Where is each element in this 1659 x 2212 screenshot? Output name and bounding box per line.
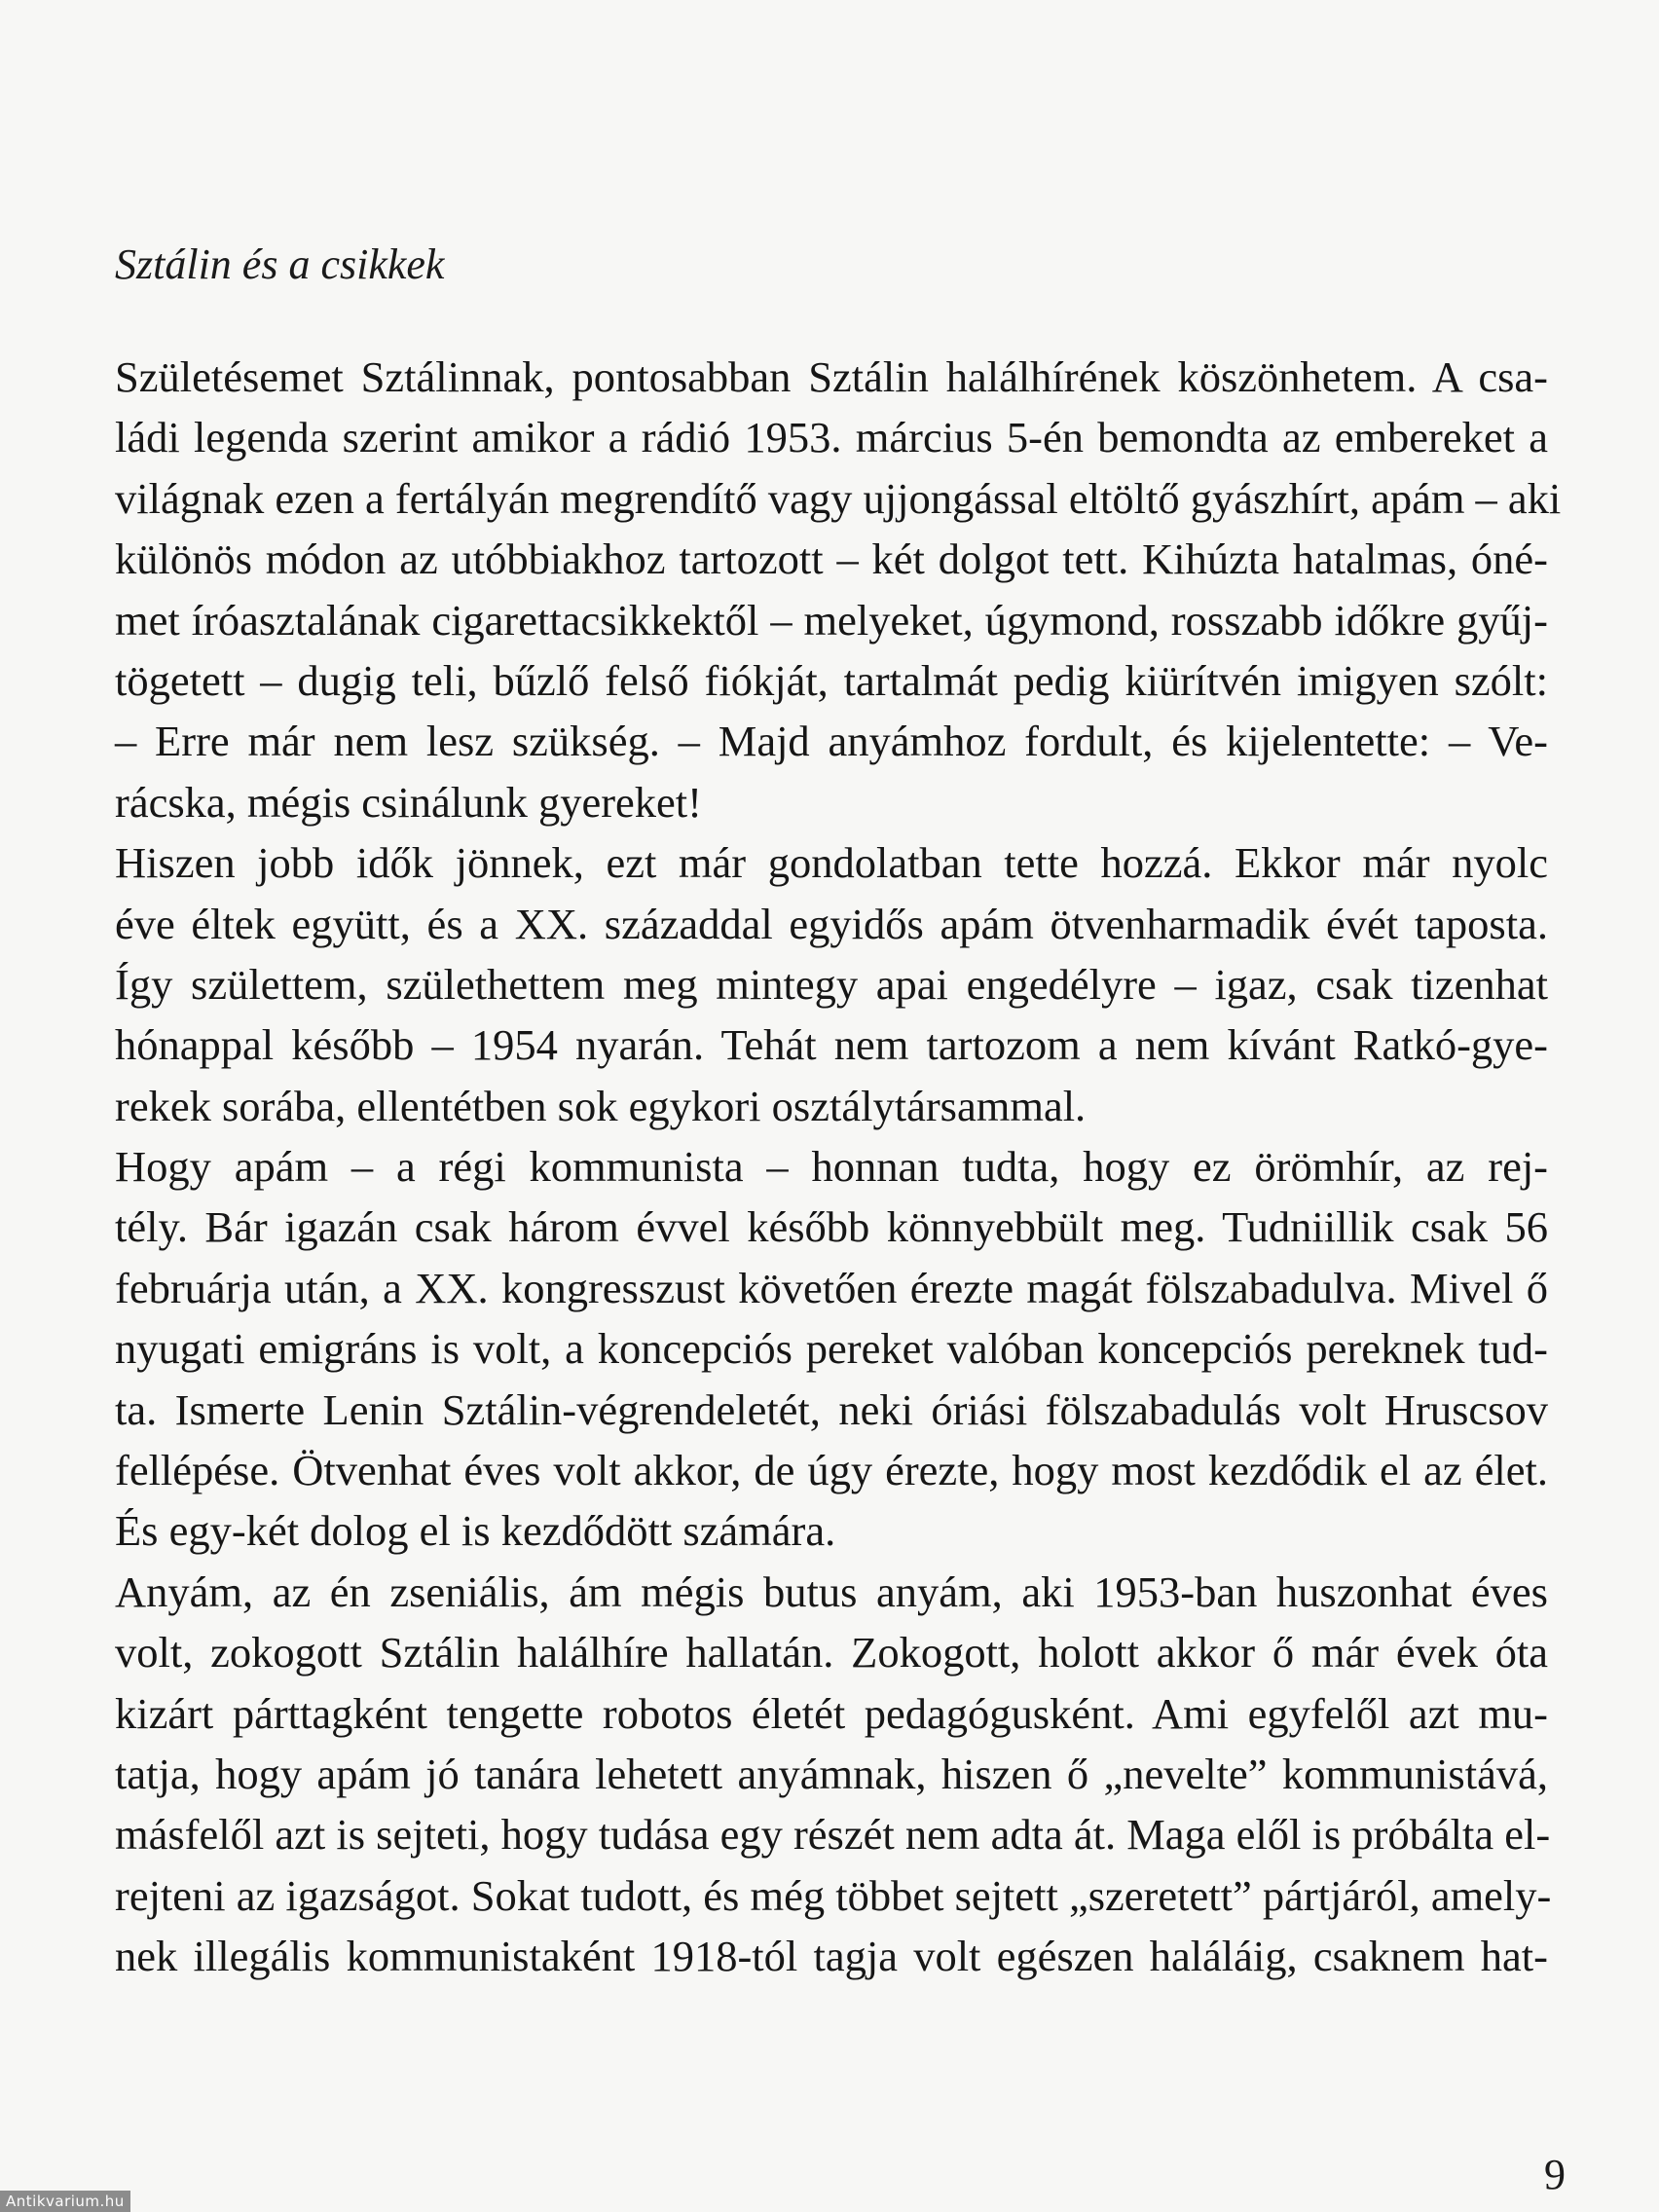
text-line: világnak ezen a fertályán megrendítő vagy ujjongással eltöltő gyászhírt, apám – aki bbox=[115, 473, 1562, 523]
text-line: tögetett – dugig teli, bűzlő felső fiókját, tartalmát pedig kiürítvén imigyen szólt: bbox=[115, 655, 1548, 705]
text-line: különös módon az utóbbiakhoz tartozott – két dolgot tett. Kihúzta hatalmas, óné- bbox=[115, 535, 1548, 584]
text-line: met íróasztalának cigarettacsikkektől – melyeket, úgymond, rosszabb időkre gyűj- bbox=[115, 595, 1548, 645]
text-line: Hogy apám – a régi kommunista – honnan tudta, hogy ez örömhír, az rej- bbox=[115, 1142, 1548, 1192]
text-line: kizárt párttagként tengette robotos életét pedagógusként. Ami egyfelől azt mu- bbox=[115, 1688, 1548, 1738]
text-line: Születésemet Sztálinnak, pontosabban Sztálin halálhírének köszönhetem. A csa- bbox=[115, 352, 1548, 401]
text-line: ta. Ismerte Lenin Sztálin-végrendeletét, neki óriási fölszabadulás volt Hruscsov bbox=[115, 1384, 1548, 1434]
text-line: februárja után, a XX. kongresszust követően érezte magát fölszabadulva. Mivel ő bbox=[115, 1263, 1548, 1312]
text-line: ládi legenda szerint amikor a rádió 1953. március 5-én bemondta az embereket a bbox=[115, 413, 1548, 462]
chapter-heading: Sztálin és a csikkek bbox=[115, 240, 445, 288]
text-line: másfelől azt is sejteti, hogy tudása egy részét nem adta át. Maga elől is próbálta el- bbox=[115, 1810, 1551, 1860]
text-line: volt, zokogott Sztálin halálhíre hallatán. Zokogott, holott akkor ő már évek óta bbox=[115, 1628, 1548, 1677]
text-line: Így születtem, születhettem meg mintegy apai engedélyre – igaz, csak tizenhat bbox=[115, 959, 1548, 1009]
text-line: rekek sorába, ellentétben sok egykori osztálytársammal. bbox=[115, 1081, 1087, 1130]
text-line: éve éltek együtt, és a XX. századdal egyidős apám ötvenharmadik évét taposta. bbox=[115, 899, 1548, 948]
text-line: hónappal később – 1954 nyarán. Tehát nem tartozom a nem kívánt Ratkó-gye- bbox=[115, 1020, 1548, 1070]
text-line: rejteni az igazságot. Sokat tudott, és még többet sejtett „szeretett” pártjáról, amely- bbox=[115, 1870, 1552, 1920]
text-line: nek illegális kommunistaként 1918-tól tagja volt egészen haláláig, csaknem hat- bbox=[115, 1932, 1548, 1981]
text-line: Hiszen jobb idők jönnek, ezt már gondolatban tette hozzá. Ekkor már nyolc bbox=[115, 838, 1548, 888]
page-number: 9 bbox=[1544, 2151, 1566, 2198]
body-text bbox=[115, 347, 1562, 1987]
text-line: tatja, hogy apám jó tanára lehetett anyámnak, hiszen ő „nevelte” kommunistává, bbox=[115, 1749, 1548, 1798]
text-line: tély. Bár igazán csak három évvel később könnyebbült meg. Tudniillik csak 56 bbox=[115, 1202, 1548, 1252]
text-line: Anyám, az én zseniális, ám mégis butus anyám, aki 1953-ban huszonhat éves bbox=[115, 1567, 1548, 1616]
watermark: Antikvarium.hu bbox=[0, 2191, 130, 2212]
text-line: rácska, mégis csinálunk gyereket! bbox=[115, 777, 702, 827]
text-line: nyugati emigráns is volt, a koncepciós pereket valóban koncepciós pereknek tud- bbox=[115, 1324, 1548, 1374]
text-line: fellépése. Ötvenhat éves volt akkor, de úgy érezte, hogy most kezdődik el az élet. bbox=[115, 1446, 1548, 1495]
text-line: – Erre már nem lesz szükség. – Majd anyámhoz fordult, és kijelentette: – Ve- bbox=[115, 717, 1548, 766]
text-line: És egy-két dolog el is kezdődött számára. bbox=[115, 1506, 836, 1556]
